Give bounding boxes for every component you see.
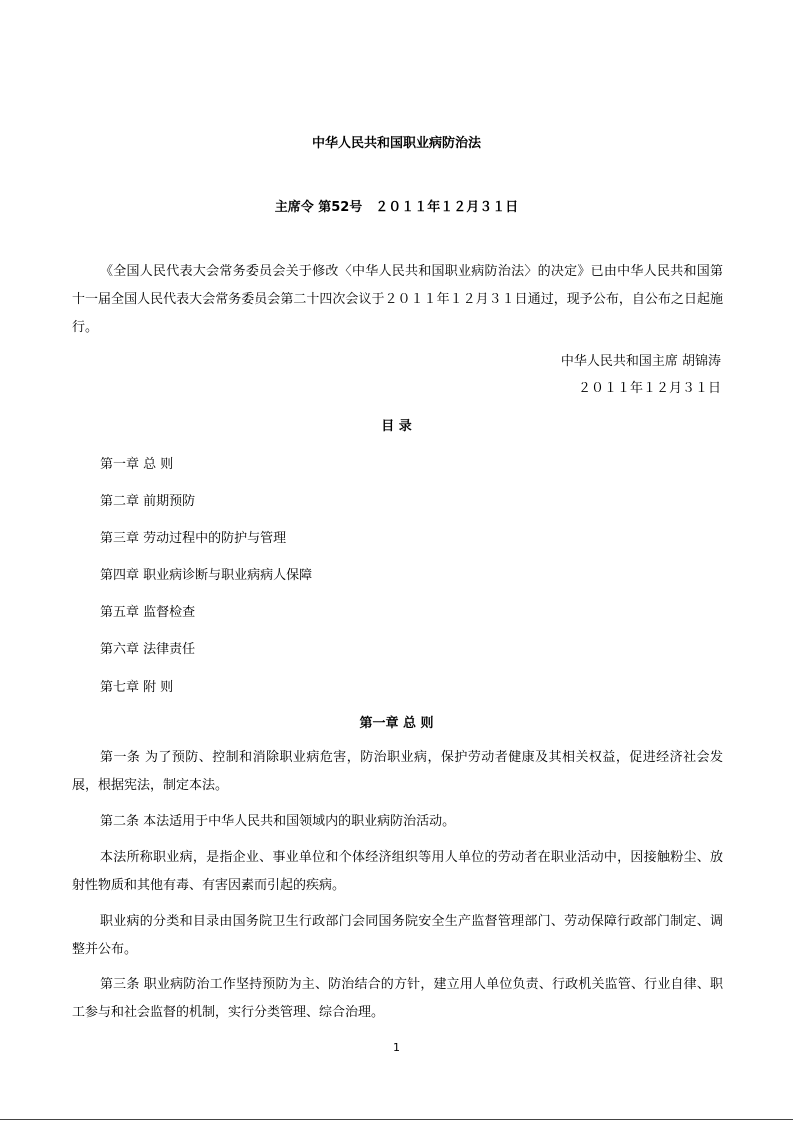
decree-line: 主席令 第52号 ２０１１年１２月３１日 (274, 200, 519, 215)
toc-item: 第一章 总 则 (100, 457, 174, 472)
article-paragraph: 第二条 本法适用于中华人民共和国领域内的职业病防治活动。 (100, 814, 456, 829)
toc-item: 第二章 前期预防 (100, 494, 196, 509)
toc-item: 第六章 法律责任 (100, 642, 196, 657)
sign-date: ２０１１年１２月３１日 (577, 381, 721, 396)
article-paragraph: 第一条 为了预防、控制和消除职业病危害，防治职业病，保护劳动者健康及其相关权益，促进经济社会发展，根据宪法，制定本法。 (72, 750, 723, 793)
article-paragraph: 第三条 职业病防治工作坚持预防为主、防治结合的方针，建立用人单位负责、行政机关监管、行业自律、职工参与和社会监督的机制，实行分类管理、综合治理。 (72, 977, 723, 1020)
toc-item: 第七章 附 则 (100, 680, 174, 695)
toc-item: 第五章 监督检查 (100, 605, 196, 620)
article-paragraph: 本法所称职业病，是指企业、事业单位和个体经济组织等用人单位的劳动者在职业活动中，因接触粉尘、放射性物质和其他有毒、有害因素而引起的疾病。 (72, 850, 723, 893)
toc-item: 第四章 职业病诊断与职业病病人保障 (100, 568, 313, 583)
chapter-heading: 第一章 总 则 (359, 716, 434, 731)
toc-item: 第三章 劳动过程中的防护与管理 (100, 531, 287, 546)
document-title: 中华人民共和国职业病防治法 (311, 136, 481, 151)
page-bottom-divider (0, 1119, 793, 1120)
toc-heading: 目 录 (381, 419, 412, 434)
preamble-paragraph: 《全国人民代表大会常务委员会关于修改〈中华人民共和国职业病防治法〉的决定》已由中华人民共和国第十一届全国人民代表大会常务委员会第二十四次会议于２０１１年１２月３１日通过，现予公布，自公布之日起施行。 (72, 264, 723, 335)
page-number: 1 (393, 1041, 400, 1054)
article-paragraph: 职业病的分类和目录由国务院卫生行政部门会同国务院安全生产监督管理部门、劳动保障行政部门制定、调整并公布。 (72, 914, 723, 957)
signatory: 中华人民共和国主席 胡锦涛 (560, 354, 721, 369)
